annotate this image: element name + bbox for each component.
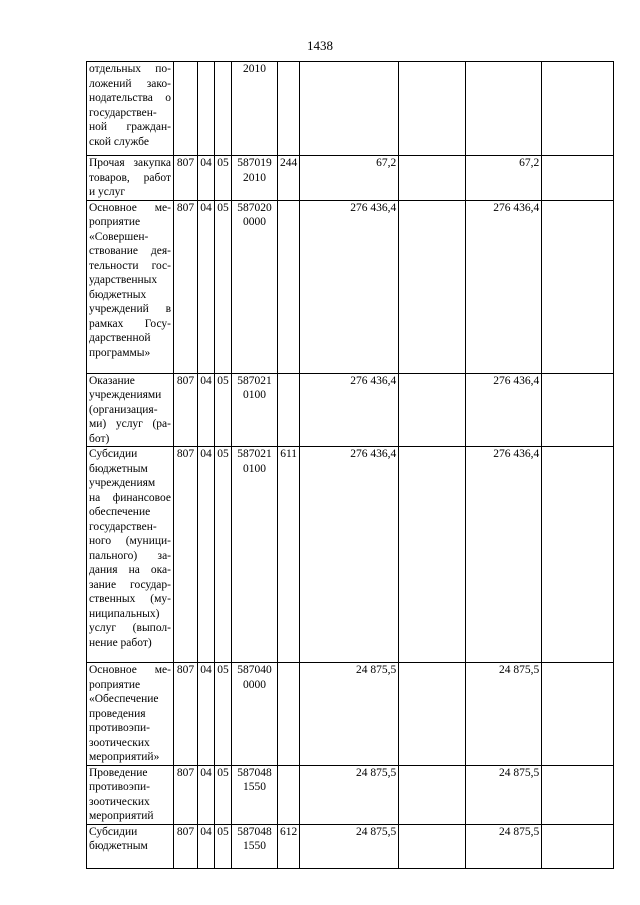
subsection-code: 05 — [215, 765, 232, 824]
row-name-line: товаров, работ — [89, 171, 171, 184]
row-name-line: роприятие — [89, 678, 141, 691]
table-row — [87, 663, 614, 766]
table-body — [87, 62, 614, 869]
empty-cell — [542, 200, 614, 373]
empty-cell — [542, 663, 614, 766]
empty-cell — [399, 62, 466, 156]
row-name-line: ной граждан- — [89, 121, 171, 133]
empty-cell — [542, 824, 614, 868]
empty-cell — [399, 373, 466, 447]
amount-cell-2: 276 436,4 — [466, 447, 542, 663]
empty-cell — [542, 62, 614, 156]
target-article-code-line: 0100 — [243, 389, 266, 401]
expense-type-code — [278, 765, 300, 824]
section-code: 04 — [198, 824, 215, 868]
empty-cell — [542, 373, 614, 447]
amount-cell-2 — [466, 62, 542, 156]
row-name-line: отдельных по- — [89, 63, 171, 75]
section-code: 04 — [198, 373, 215, 447]
target-article-code-line: 0000 — [243, 216, 266, 228]
row-name-line: программы» — [89, 346, 151, 359]
subsection-code: 05 — [215, 663, 232, 766]
row-name-line: нение работ) — [89, 636, 152, 649]
row-name-line: бюджетных — [89, 288, 147, 301]
target-article-code — [232, 200, 278, 373]
row-name-line: Проведение — [89, 766, 148, 779]
target-article-code — [232, 824, 278, 868]
row-name-line: учреждениями — [89, 389, 162, 401]
section-code: 04 — [198, 200, 215, 373]
row-name-line: зоотических — [89, 736, 150, 749]
subsection-code: 05 — [215, 373, 232, 447]
ministry-code: 807 — [174, 200, 198, 373]
row-name-line: проведения — [89, 707, 146, 720]
empty-cell — [399, 663, 466, 766]
amount-cell-2: 276 436,4 — [466, 200, 542, 373]
amount-cell-2: 24 875,5 — [466, 765, 542, 824]
row-name-line: «Совершен- — [89, 230, 149, 243]
row-name — [87, 62, 174, 156]
row-name-line: учреждениям — [89, 477, 156, 489]
target-article-code-line: 2010 — [243, 63, 266, 75]
ministry-code: 807 — [174, 373, 198, 447]
table-row — [87, 824, 614, 868]
expense-type-code: 244 — [278, 156, 300, 201]
budget-table — [86, 61, 614, 869]
row-name-line: пального) за- — [89, 549, 171, 562]
empty-cell — [542, 447, 614, 663]
ministry-code: 807 — [174, 824, 198, 868]
ministry-code: 807 — [174, 765, 198, 824]
row-name-line: на финансовое — [89, 491, 171, 504]
row-name-line: ственных (му- — [89, 593, 171, 605]
row-name-line: Субсидии — [89, 825, 138, 838]
row-name-line: ударственных — [89, 274, 158, 286]
row-name — [87, 447, 174, 663]
target-article-code — [232, 156, 278, 201]
table-row — [87, 62, 614, 156]
empty-cell — [399, 447, 466, 663]
row-name-line: зание государ- — [89, 578, 171, 591]
row-name-line: противоэпи- — [89, 722, 150, 734]
row-name — [87, 200, 174, 373]
amount-cell: 276 436,4 — [300, 373, 399, 447]
section-code: 04 — [198, 663, 215, 766]
target-article-code — [232, 765, 278, 824]
table-row — [87, 156, 614, 201]
row-name-line: Субсидии — [89, 448, 138, 460]
expense-type-code — [278, 62, 300, 156]
row-name-line: тельности гос- — [89, 259, 171, 272]
row-name-line: учреждений в — [89, 303, 171, 315]
row-name-line: бюджетным — [89, 840, 148, 852]
row-name-line: ниципальных) — [89, 607, 160, 620]
subsection-code: 05 — [215, 200, 232, 373]
row-name-line: рамках Госу- — [89, 317, 171, 330]
row-name — [87, 156, 174, 201]
empty-cell — [399, 200, 466, 373]
row-name-line: нодательства о — [89, 92, 171, 104]
row-name-line: государствен- — [89, 106, 157, 119]
amount-cell-2: 67,2 — [466, 156, 542, 201]
subsection-code: 05 — [215, 447, 232, 663]
row-name-line: (организация- — [89, 403, 158, 416]
section-code: 04 — [198, 447, 215, 663]
amount-cell — [300, 62, 399, 156]
empty-cell — [399, 156, 466, 201]
amount-cell-2: 24 875,5 — [466, 824, 542, 868]
row-name-line: мероприятий — [89, 810, 154, 822]
row-name-line: Оказание — [89, 374, 135, 387]
row-name-line: ложений зако- — [89, 77, 171, 90]
row-name-line: бюджетным — [89, 462, 148, 475]
expense-type-code: 611 — [278, 447, 300, 663]
row-name — [87, 765, 174, 824]
amount-cell: 24 875,5 — [300, 824, 399, 868]
subsection-code: 05 — [215, 824, 232, 868]
target-article-code-line: 587021 — [237, 448, 272, 460]
row-name-line: бот) — [89, 432, 110, 445]
ministry-code: 807 — [174, 156, 198, 201]
page-number: 1438 — [307, 38, 333, 53]
row-name — [87, 373, 174, 447]
table-row — [87, 200, 614, 373]
ministry-code: 807 — [174, 663, 198, 766]
expense-type-code — [278, 663, 300, 766]
expense-type-code: 612 — [278, 824, 300, 868]
empty-cell — [542, 156, 614, 201]
row-name-line: ного (муници- — [89, 535, 171, 547]
target-article-code-line: 587048 — [237, 766, 272, 779]
target-article-code-line: 2010 — [243, 171, 266, 184]
row-name-line: дания на ока- — [89, 564, 171, 576]
row-name-line: и услуг — [89, 186, 126, 198]
target-article-code — [232, 663, 278, 766]
section-code: 04 — [198, 156, 215, 201]
row-name-line: Прочая закупка — [89, 157, 171, 169]
row-name-line: мероприятий» — [89, 751, 160, 763]
amount-cell: 67,2 — [300, 156, 399, 201]
target-article-code-line: 0000 — [243, 678, 266, 691]
amount-cell-2: 276 436,4 — [466, 373, 542, 447]
row-name-line: государствен- — [89, 520, 157, 533]
empty-cell — [399, 765, 466, 824]
empty-cell — [399, 824, 466, 868]
target-article-code-line: 1550 — [243, 781, 266, 793]
subsection-code — [215, 62, 232, 156]
row-name-line: обеспечение — [89, 506, 151, 518]
row-name-line: услуг (выпол- — [89, 622, 171, 634]
expense-type-code — [278, 200, 300, 373]
ministry-code: 807 — [174, 447, 198, 663]
row-name-line: «Обеспечение — [89, 693, 159, 705]
target-article-code-line: 1550 — [243, 840, 266, 852]
row-name-line: ствование дея- — [89, 245, 171, 257]
amount-cell-2: 24 875,5 — [466, 663, 542, 766]
amount-cell: 24 875,5 — [300, 663, 399, 766]
subsection-code: 05 — [215, 156, 232, 201]
target-article-code-line: 587019 — [237, 157, 272, 169]
row-name-line: роприятие — [89, 216, 141, 228]
table-row — [87, 447, 614, 663]
row-name-line: противоэпи- — [89, 781, 150, 793]
ministry-code — [174, 62, 198, 156]
table-row — [87, 373, 614, 447]
target-article-code-line: 587020 — [237, 201, 272, 214]
row-name — [87, 663, 174, 766]
target-article-code-line: 0100 — [243, 462, 266, 475]
amount-cell: 24 875,5 — [300, 765, 399, 824]
row-name — [87, 824, 174, 868]
target-article-code-line: 587048 — [237, 825, 272, 838]
target-article-code-line: 587021 — [237, 374, 272, 387]
target-article-code — [232, 447, 278, 663]
section-code: 04 — [198, 765, 215, 824]
row-name-line: Основное ме- — [89, 664, 171, 676]
target-article-code-line: 587040 — [237, 664, 272, 676]
row-name-line: ми) услуг (ра- — [89, 418, 171, 430]
row-name-line: зоотических — [89, 795, 150, 808]
row-name-line: дарственной — [89, 332, 151, 344]
table-row — [87, 765, 614, 824]
section-code — [198, 62, 215, 156]
row-name-line: Основное ме- — [89, 201, 171, 214]
expense-type-code — [278, 373, 300, 447]
amount-cell: 276 436,4 — [300, 447, 399, 663]
amount-cell: 276 436,4 — [300, 200, 399, 373]
row-name-line: ской службе — [89, 135, 149, 148]
target-article-code — [232, 373, 278, 447]
target-article-code — [232, 62, 278, 156]
empty-cell — [542, 765, 614, 824]
